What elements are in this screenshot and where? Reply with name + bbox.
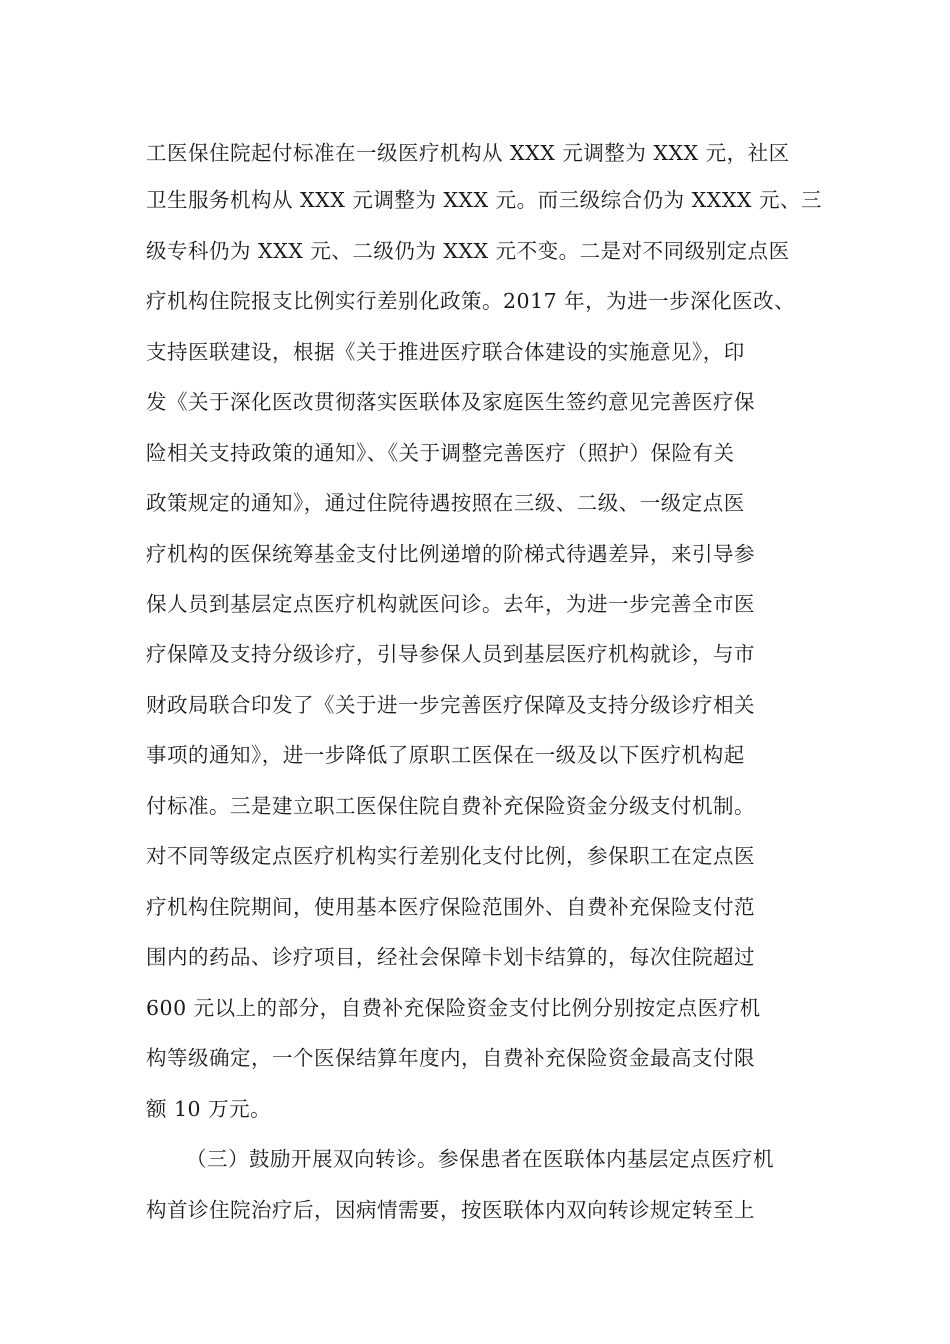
text-line: 发《关于深化医改贯彻落实医联体及家庭医生签约意见完善医疗保 (146, 390, 755, 414)
text-line: 构首诊住院治疗后，因病情需要，按医联体内双向转诊规定转至上 (146, 1198, 755, 1222)
text-line: 对不同等级定点医疗机构实行差别化支付比例，参保职工在定点医 (146, 844, 755, 868)
text-line: 财政局联合印发了《关于进一步完善医疗保障及支持分级诊疗相关 (146, 693, 755, 717)
text-line: 工医保住院起付标准在一级医疗机构从 XXX 元调整为 XXX 元，社区 (146, 141, 790, 165)
text-line: 政策规定的通知》，通过住院待遇按照在三级、二级、一级定点医 (146, 491, 745, 515)
text-line: 构等级确定，一个医保结算年度内，自费补充保险资金最高支付限 (146, 1046, 755, 1070)
text-line: 支持医联建设，根据《关于推进医疗联合体建设的实施意见》，印 (146, 340, 745, 364)
text-line: 600 元以上的部分，自费补充保险资金支付比例分别按定点医疗机 (146, 996, 761, 1020)
text-line: 围内的药品、诊疗项目，经社会保障卡划卡结算的，每次住院超过 (146, 945, 755, 969)
text-line: 疗保障及支持分级诊疗，引导参保人员到基层医疗机构就诊，与市 (146, 642, 755, 666)
text-line: 疗机构住院期间，使用基本医疗保险范围外、自费补充保险支付范 (146, 895, 755, 919)
text-line: 疗机构的医保统筹基金支付比例递增的阶梯式待遇差异，来引导参 (146, 542, 755, 566)
text-line: 额 10 万元。 (146, 1097, 272, 1121)
text-line: 卫生服务机构从 XXX 元调整为 XXX 元。而三级综合仍为 XXXX 元、三 (146, 188, 823, 212)
section-heading-line: （三）鼓励开展双向转诊。参保患者在医联体内基层定点医疗机 (186, 1147, 774, 1171)
text-line: 事项的通知》，进一步降低了原职工医保在一级及以下医疗机构起 (146, 743, 745, 767)
text-line: 险相关支持政策的通知》、《关于调整完善医疗（照护）保险有关 (146, 441, 735, 465)
text-line: 付标准。三是建立职工医保住院自费补充保险资金分级支付机制。 (146, 794, 755, 818)
text-line: 保人员到基层定点医疗机构就医问诊。去年，为进一步完善全市医 (146, 592, 755, 616)
text-line: 级专科仍为 XXX 元、二级仍为 XXX 元不变。二是对不同级别定点医 (146, 239, 790, 263)
text-line: 疗机构住院报支比例实行差别化政策。2017 年，为进一步深化医改、 (146, 289, 796, 313)
